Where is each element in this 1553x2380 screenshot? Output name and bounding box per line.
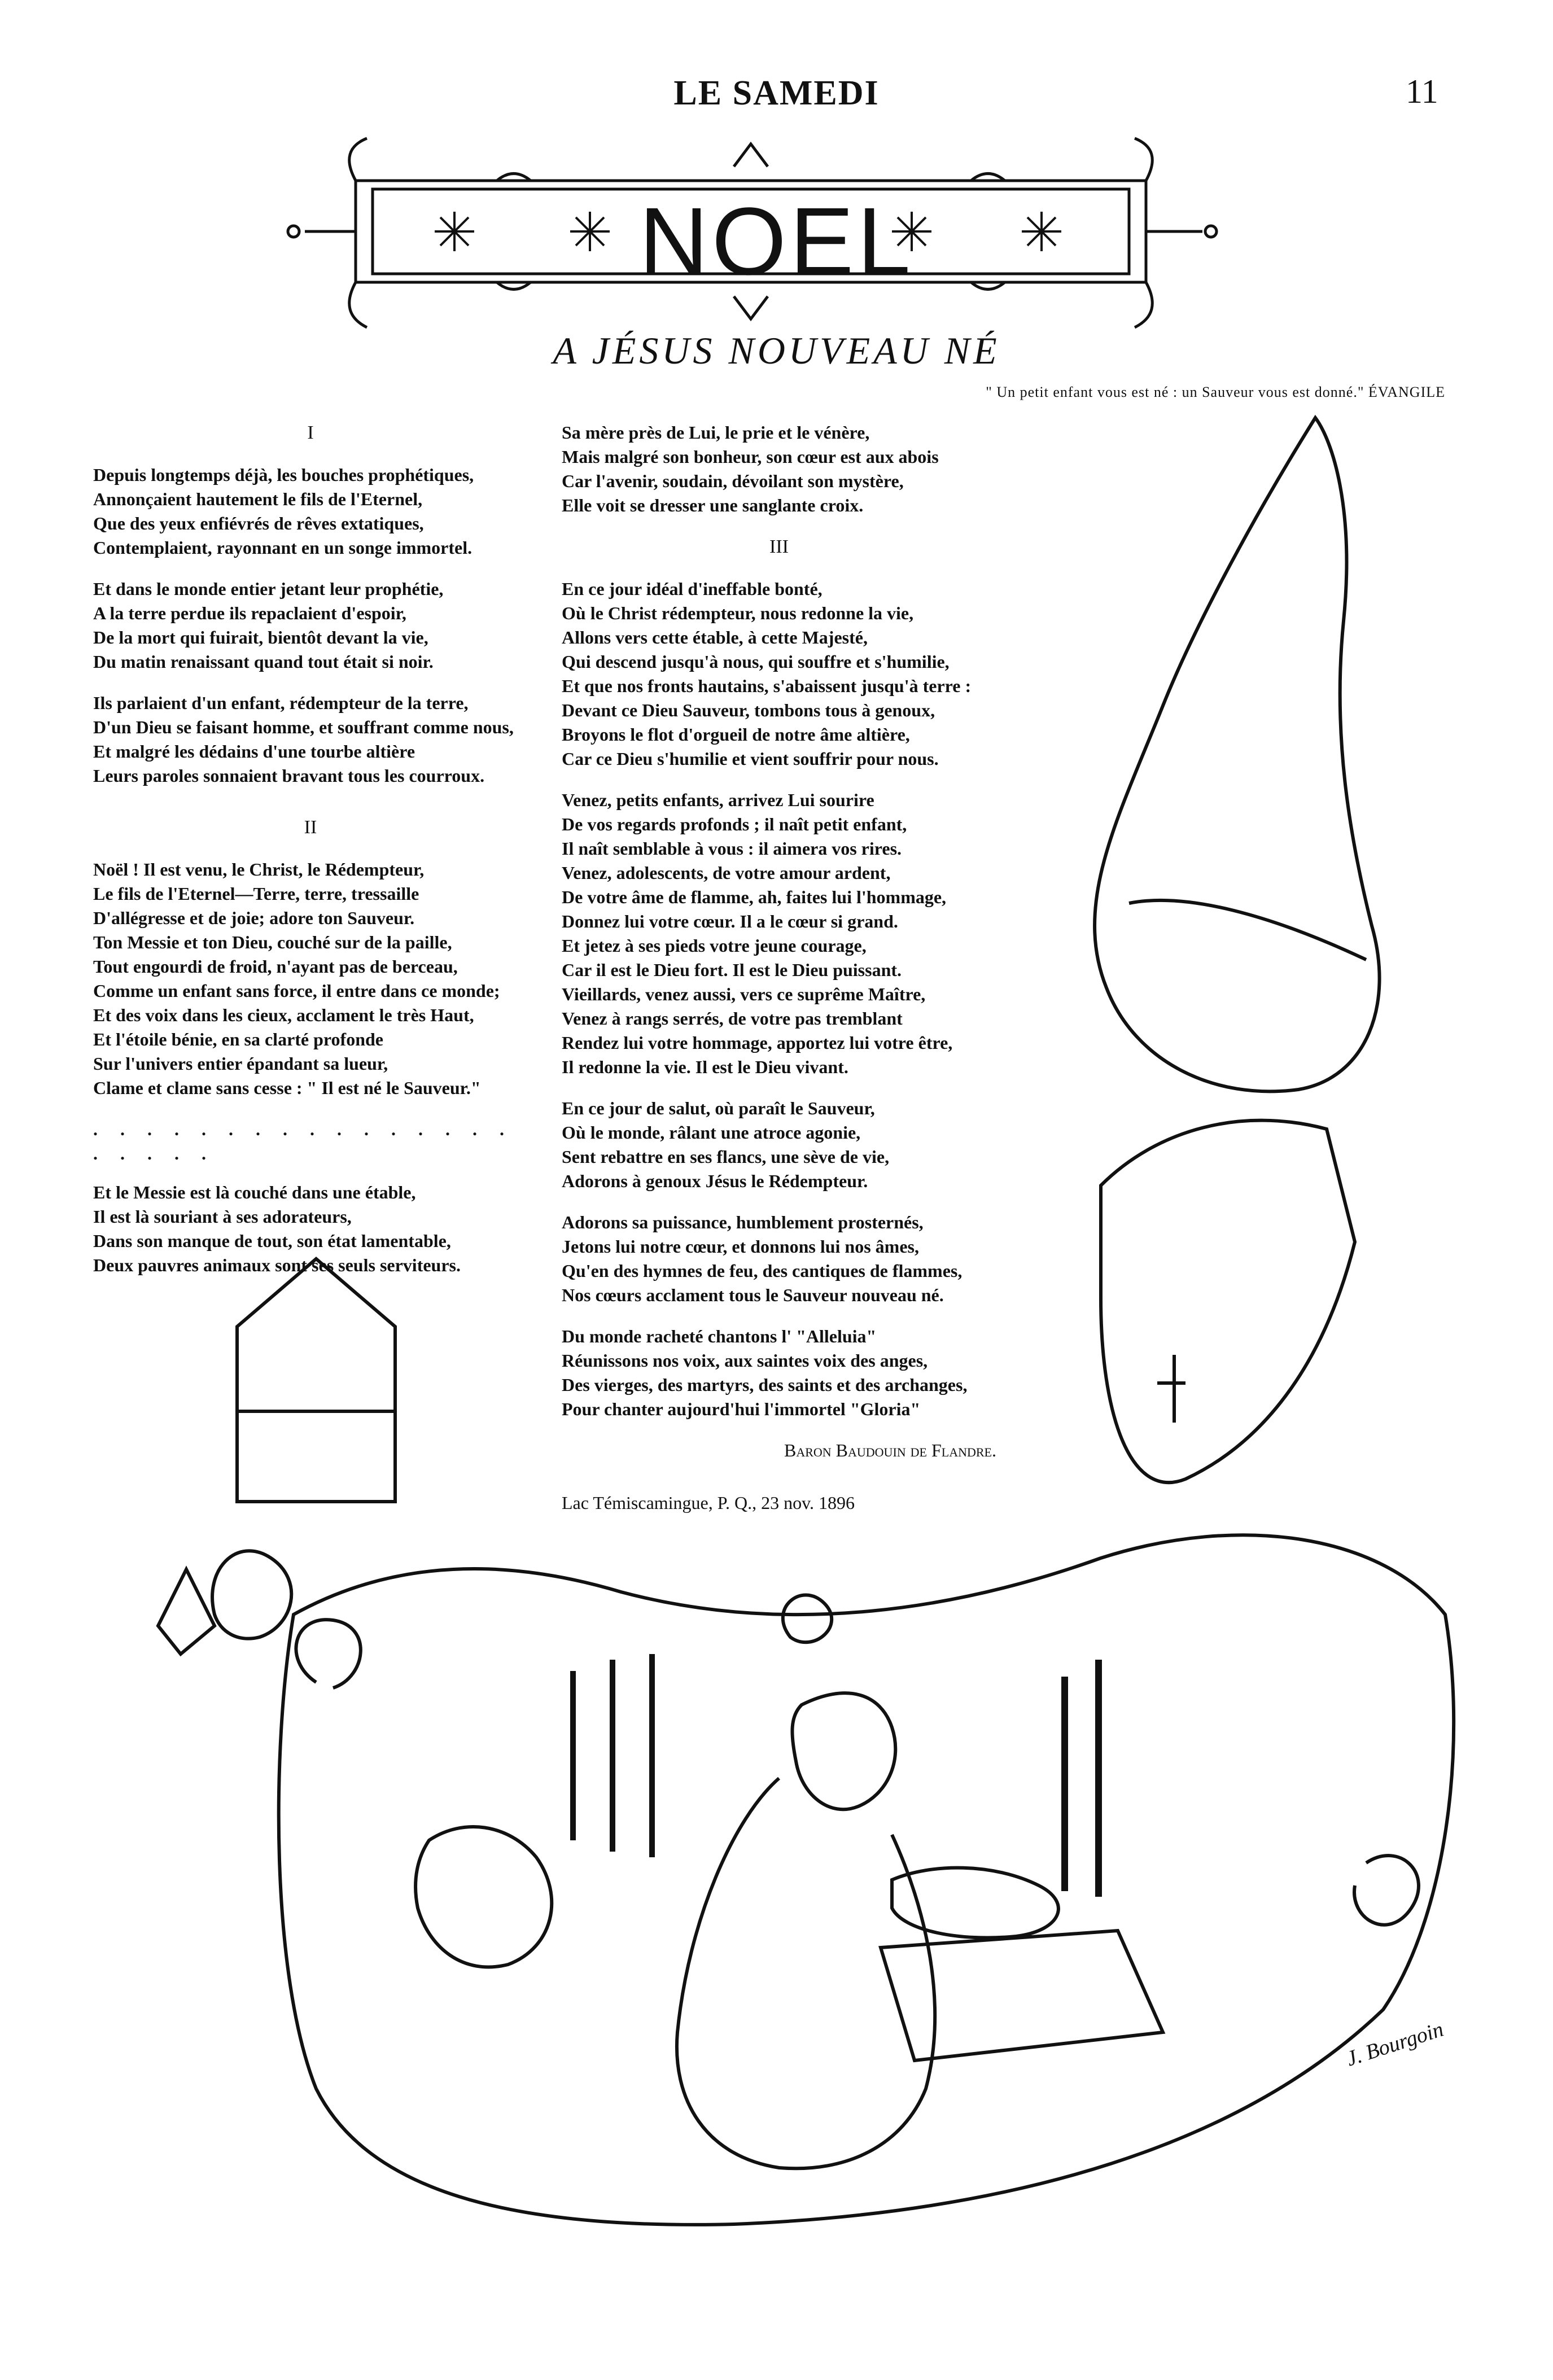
verse-line: De vos regards profonds ; il naît petit enfant, — [562, 814, 907, 834]
verse-line: Ton Messie et ton Dieu, couché sur de la paille, — [93, 932, 452, 952]
verse-line: Annonçaient hautement le fils de l'Eternel, — [93, 489, 423, 509]
verse-line: Noël ! Il est venu, le Christ, le Rédempteur, — [93, 859, 425, 880]
verse-line: De la mort qui fuirait, bientôt devant la vie, — [93, 627, 428, 648]
verse-line: Sa mère près de Lui, le prie et le vénère, — [562, 422, 870, 443]
author-signature: Baron Baudouin de Flandre. — [784, 1440, 996, 1460]
verse-line: Rendez lui votre hommage, apportez lui votre être, — [562, 1032, 953, 1053]
verse-line: Broyons le flot d'orgueil de notre âme altière, — [562, 724, 910, 745]
verse-line: Où le monde, râlant une atroce agonie, — [562, 1122, 861, 1143]
section-numeral-3: III — [769, 536, 789, 557]
verse-line: Leurs paroles sonnaient bravant tous les courroux. — [93, 765, 485, 786]
verse-line: Et malgré les dédains d'une tourbe altière — [93, 741, 415, 762]
verse-line: Comme un enfant sans force, il entre dans ce monde; — [93, 981, 500, 1001]
verse-line: Il est là souriant à ses adorateurs, — [93, 1206, 352, 1227]
verse-line: Sent rebattre en ses flancs, une sève de vie, — [562, 1147, 890, 1167]
verse-line: A la terre perdue ils repaclaient d'espoir, — [93, 603, 406, 623]
place-and-date: Lac Témiscamingue, P. Q., 23 nov. 1896 — [562, 1493, 855, 1513]
verse-line: Mais malgré son bonheur, son cœur est aux abois — [562, 447, 939, 467]
verse-line: Et dans le monde entier jetant leur prophétie, — [93, 579, 444, 599]
verse-line: D'allégresse et de joie; adore ton Sauveur. — [93, 908, 415, 928]
verse-line: Venez, petits enfants, arrivez Lui sourire — [562, 790, 874, 810]
verse-line: Venez à rangs serrés, de votre pas tremblant — [562, 1008, 903, 1029]
verse-line: Contemplaient, rayonnant en un songe immortel. — [93, 537, 473, 558]
verse-line: Réunissons nos voix, aux saintes voix des anges, — [562, 1350, 928, 1371]
verse-line: Tout engourdi de froid, n'ayant pas de berceau, — [93, 956, 458, 977]
verse-line: Devant ce Dieu Sauveur, tombons tous à genoux, — [562, 700, 935, 720]
verse-line: Qu'en des hymnes de feu, des cantiques de flammes, — [562, 1261, 963, 1281]
verse-line: Adorons à genoux Jésus le Rédempteur. — [562, 1171, 868, 1191]
hatching — [570, 1654, 1102, 1897]
verse-line: Le fils de l'Eternel—Terre, terre, tressaille — [93, 883, 419, 904]
verse-line: De votre âme de flamme, ah, faites lui l'hommage, — [562, 887, 947, 907]
verse-line: Du matin renaissant quand tout était si noir. — [93, 651, 434, 672]
verse-line: Elle voit se dresser une sanglante croix. — [562, 495, 864, 515]
verse-line: Des vierges, des martyrs, des saints et des archanges, — [562, 1375, 968, 1395]
ellipsis-divider: . . . . . . . . . . . . . . . . . . . . . — [93, 1119, 513, 1163]
verse-line: Nos cœurs acclament tous le Sauveur nouveau né. — [562, 1285, 944, 1305]
page-number: 11 — [1406, 73, 1438, 110]
verse-line: Et l'étoile bénie, en sa clarté profonde — [93, 1029, 383, 1049]
verse-line: Qui descend jusqu'à nous, qui souffre et s'humilie, — [562, 651, 950, 672]
verse-line: Pour chanter aujourd'hui l'immortel "Gloria" — [562, 1399, 921, 1419]
verse-line: Et le Messie est là couché dans une étable, — [93, 1182, 416, 1202]
verse-line: Et des voix dans les cieux, acclament le très Haut, — [93, 1005, 474, 1025]
artist-signature: J. Bourgoin — [1343, 2017, 1447, 2071]
verse-line: Donnez lui votre cœur. Il a le cœur si grand. — [562, 911, 898, 931]
verse-line: Vieillards, venez aussi, vers ce suprême Maître, — [562, 984, 926, 1004]
verse-line: Sur l'univers entier épandant sa lueur, — [93, 1053, 388, 1074]
verse-line: Il naît semblable à vous : il aimera vos rires. — [562, 838, 902, 859]
masthead-title: LE SAMEDI — [673, 74, 880, 112]
verse-line: Venez, adolescents, de votre amour ardent, — [562, 863, 891, 883]
verse-line: Jetons lui notre cœur, et donnons lui nos âmes, — [562, 1236, 919, 1257]
verse-line: Où le Christ rédempteur, nous redonne la vie, — [562, 603, 914, 623]
verse-line: Et jetez à ses pieds votre jeune courage, — [562, 935, 867, 956]
poem-subtitle: A JÉSUS NOUVEAU NÉ — [553, 329, 1000, 372]
verse-line: Car il est le Dieu fort. Il est le Dieu puissant. — [562, 960, 902, 980]
verse-line: D'un Dieu se faisant homme, et souffrant comme nous, — [93, 717, 514, 737]
verse-line: Car l'avenir, soudain, dévoilant son mystère, — [562, 471, 904, 491]
verse-line: Clame et clame sans cesse : " Il est né le Sauveur." — [93, 1078, 481, 1098]
verse-line: Ils parlaient d'un enfant, rédempteur de la terre, — [93, 693, 469, 713]
verse-line: Allons vers cette étable, à cette Majesté, — [562, 627, 868, 648]
banner-title: NOEL — [639, 188, 914, 295]
section-numeral-2: II — [304, 817, 317, 838]
verse-line: Deux pauvres animaux sont ses seuls serviteurs. — [93, 1255, 461, 1275]
verse-line: Il redonne la vie. Il est le Dieu vivant. — [562, 1057, 848, 1077]
verse-line: Depuis longtemps déjà, les bouches prophétiques, — [93, 465, 474, 485]
verse-line: Adorons sa puissance, humblement prosternés, — [562, 1212, 924, 1232]
verse-line: En ce jour idéal d'ineffable bonté, — [562, 579, 823, 599]
verse-line: Et que nos fronts hautains, s'abaissent jusqu'à terre : — [562, 676, 972, 696]
verse-line: Que des yeux enfiévrés de rêves extatiques, — [93, 513, 424, 533]
verse-line: En ce jour de salut, où paraît le Sauveur, — [562, 1098, 875, 1118]
section-numeral-1: I — [307, 422, 314, 443]
verse-line: Du monde racheté chantons l' "Alleluia" — [562, 1326, 877, 1346]
verse-line: Car ce Dieu s'humilie et vient souffrir pour nous. — [562, 749, 939, 769]
verse-line: Dans son manque de tout, son état lamentable, — [93, 1231, 451, 1251]
epigraph: " Un petit enfant vous est né : un Sauveur vous est donné." ÉVANGILE — [986, 384, 1445, 400]
